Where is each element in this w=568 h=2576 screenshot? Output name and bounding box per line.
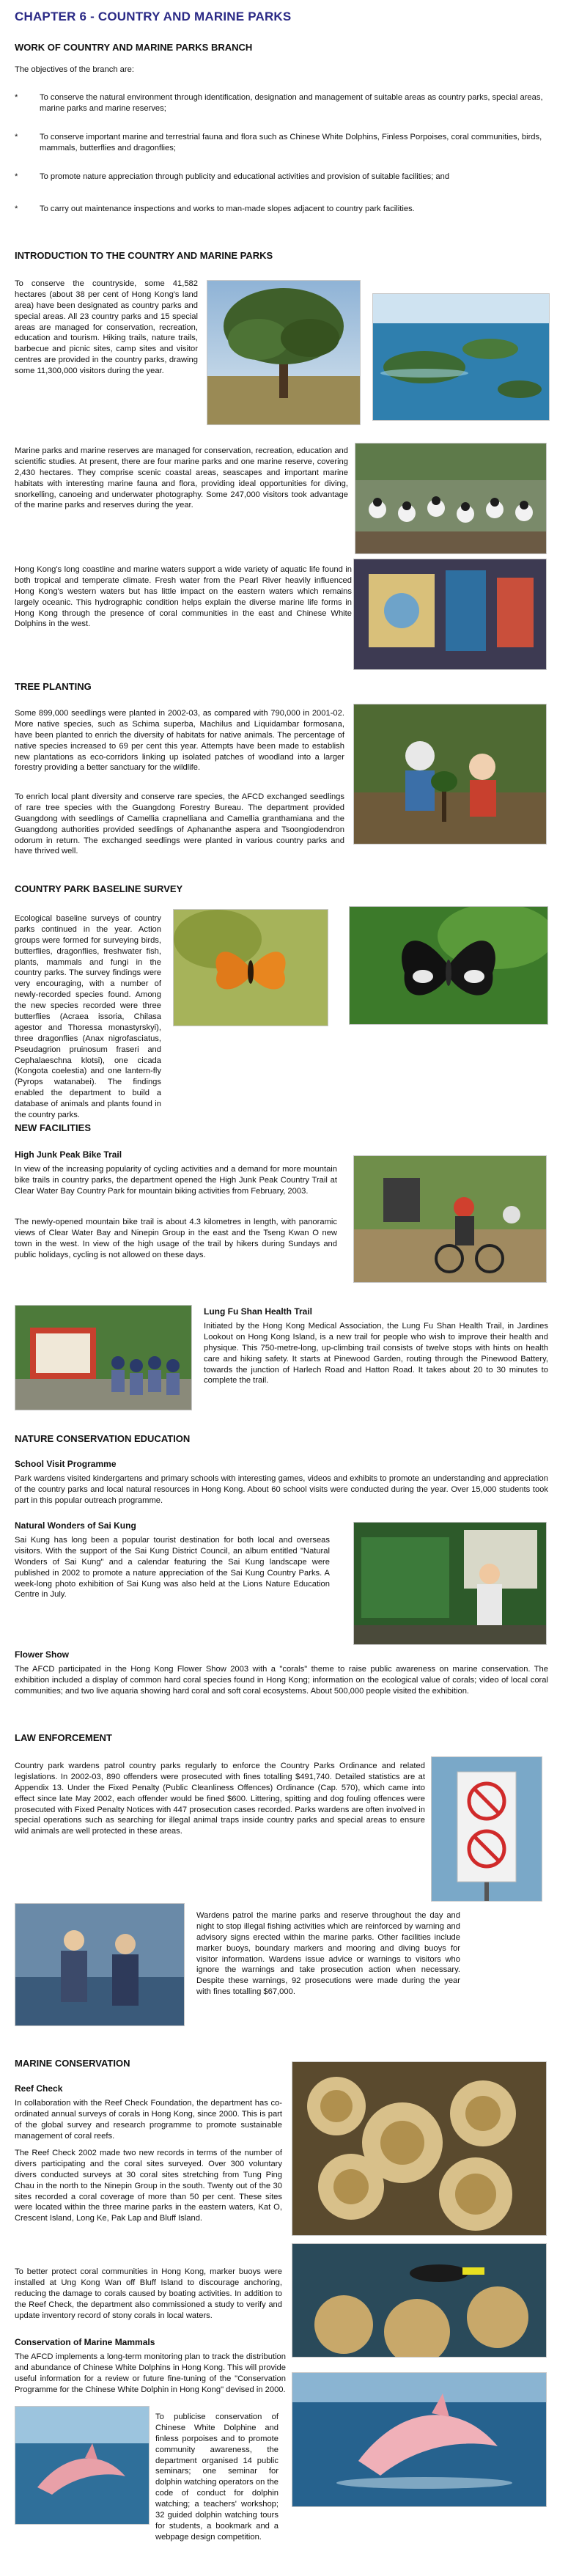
no-fishing-sign-photo	[431, 1756, 542, 1902]
seminar-audience-photo	[355, 443, 547, 554]
facilities-heading: NEW FACILITIES	[15, 1122, 91, 1133]
tree-heading: TREE PLANTING	[15, 681, 92, 692]
school-visit-paragraph: Park wardens visited kindergartens and primary schools with interesting games, videos and exhibits to promote an understanding and appreciation of the country parks and local natural resources in Hong Kong. About 60 school visits were conducted during the year. Over 15,000 students took part in this popular outreach programme.	[15, 1474, 548, 1505]
flower-show-paragraph: The AFCD participated in the Hong Kong Flower Show 2003 with a "corals" theme to raise public awareness on marine conservation. The exhibition included a display of common hard coral species found in Hong Kong; information on the ecological value of corals; video of local coral communities; and two live aquaria showing hard coral and soft coral ecosystems. About 500,000 people visited the exhibition.	[15, 1665, 548, 1696]
islands-aerial-photo	[372, 293, 550, 421]
objective-text: To conserve important marine and terrestrial fauna and flora such as Chinese White Dolphins, Finless Porpoises, coral communities, birds, mammals, butterflies and dragonflies;	[40, 133, 542, 152]
law-paragraph: Wardens patrol the marine parks and reserve throughout the day and night to stop illegal fishing activities which are reinforced by warning and advisory signs erected within the marine parks. Other facilities include marker buoys, boundary markers and mooring and diving buoys for visitor information. Wardens issue advice or warnings to visitors who ignore the warnings and take prosecution action when necessary. Despite these warnings, 92 prosecutions were made during the year with fines totalling $67,000.	[196, 1911, 460, 1997]
marine-heading: MARINE CONSERVATION	[15, 2058, 130, 2069]
intro-heading: INTRODUCTION TO THE COUNTRY AND MARINE PARKS	[15, 250, 273, 261]
health-trail-paragraph: Initiated by the Hong Kong Medical Association, the Lung Fu Shan Health Trail, in Jardines Lookout on Hong Kong Island, is a new trail for people who wish to improve their health and physique. This 750-metre-long, up-climbing trail consists of twelve stops with hints on health care and hiking safety. It starts at Pinewood Garden, routing through the Pinewood Battery, towards the junction of Harlech Road and Hatton Road. It takes about 20 to 30 minutes to complete the trail.	[204, 1322, 548, 1385]
objective-text: To promote nature appreciation through publicity and educational activities and provision of suitable facilities; and	[40, 172, 450, 181]
health-trail-sign-photo	[15, 1305, 192, 1410]
baseline-heading: COUNTRY PARK BASELINE SURVEY	[15, 883, 183, 894]
education-heading: NATURE CONSERVATION EDUCATION	[15, 1433, 191, 1444]
diver-survey-photo	[292, 2243, 547, 2358]
butterfly-orange-photo	[173, 909, 328, 1026]
wardens-patrol-photo	[15, 1903, 185, 2026]
objective-item	[15, 92, 550, 114]
marine-mammals-paragraph: The AFCD implements a long-term monitoring plan to track the distribution and abundance of Chinese White Dolphins in Hong Kong. This will provide useful information for a review or future fine-tuning of the "Conservation Programme for the Chinese White Dolphin in Hong Kong" devised in 2000.	[15, 2352, 286, 2394]
baseline-paragraph	[15, 913, 161, 1121]
tree-planting-photo	[353, 704, 547, 844]
bullet-marker: *	[15, 205, 18, 213]
reef-check-paragraph: In collaboration with the Reef Check Foundation, the department has co-ordinated annual surveys of corals in Hong Kong, since 2000. This is part of the global survey and research programme to promote sustainable management of coral reefs.	[15, 2099, 282, 2141]
intro-paragraph: Marine parks and marine reserves are managed for conservation, recreation, education and scientific studies. At present, there are four marine parks and one marine reserve, covering 2,430 hectares. They comprise scenic coastal areas, seascapes and important marine habitats with interesting marine fauna and flora, providing ideal opportunities for diving, snorkelling, canoeing and underwater photography. Some 247,000 visitors took advantage of the marine parks and reserves during the year.	[15, 446, 348, 510]
saikung-heading: Natural Wonders of Sai Kung	[15, 1520, 136, 1531]
work-heading: WORK OF COUNTRY AND MARINE PARKS BRANCH	[15, 42, 253, 53]
bullet-marker: *	[15, 93, 18, 102]
marine-mammals-paragraph: To publicise conservation of Chinese White Dolphine and finless porpoises and to promote community awareness, the department organised 14 public seminars; one seminar for dolphin watching operators on the code of conduct for dolphin watching; a teachers' workshop; 32 guided dolphin watching tours for students, a bookmark and a webpage design competition.	[155, 2413, 279, 2542]
butterfly-black-photo	[349, 906, 548, 1025]
saikung-paragraph: Sai Kung has long been a popular tourist destination for both local and overseas visitors. With the support of the Sai Kung District Council, an album entitled "Natural Wonders of Sai Kung" and a calendar featuring the Sai Kung landscape were published in 2002 to promote a nature appreciation of the Sai Kung Country Parks. A week-long photo exhibition of Sai Kung was also held at the Lions Nature Education Centre in July.	[15, 1536, 330, 1600]
flower-show-heading: Flower Show	[15, 1649, 70, 1660]
chapter-title: CHAPTER 6 - COUNTRY AND MARINE PARKS	[15, 10, 292, 23]
coral-reef-photo	[292, 2061, 547, 2236]
school-visit-heading: School Visit Programme	[15, 1459, 117, 1469]
exhibition-display-photo	[353, 559, 547, 670]
bike-trail-photo	[353, 1155, 547, 1283]
bullet-marker: *	[15, 133, 18, 141]
tree-landscape-photo	[207, 280, 361, 425]
objectives-intro: The objectives of the branch are:	[15, 65, 134, 74]
bullet-marker: *	[15, 172, 18, 181]
intro-paragraph: To conserve the countryside, some 41,582 hectares (about 38 per cent of Hong Kong's land area) have been designated as country parks and special areas. All 23 country parks and 15 special areas are managed for conservation, recreation, education and tourism. Hiking trails, nature trails, barbecue and picnic sites, camp sites and visitor centres are provided in the country parks, drawing some 11,300,000 visitors during the year.	[15, 279, 198, 376]
objective-item	[15, 172, 550, 183]
dolphin-photo-2	[292, 2372, 547, 2507]
bike-trail-heading: High Junk Peak Bike Trail	[15, 1149, 122, 1160]
bike-trail-paragraph: The newly-opened mountain bike trail is about 4.3 kilometres in length, with panoramic views of Clear Water Bay and Ninepin Group in the east and the Tseng Kwan O new town in the west. In view of the high usage of the trail by hikers during Sundays and public holidays, cycling is not allowed on these days.	[15, 1218, 337, 1259]
tree-paragraph: Some 899,000 seedlings were planted in 2002-03, as compared with 790,000 in 2001-02. More native species, such as Schima superba, Machilus and Liquidambar formosana, have been planted to enrich the diversity of habitats for native animals. The percentage of native species increased to 69 per cent this year. Attempts have been made to establish new plantations as eco-corridors linking up isolated patches of woodland into a larger forestry providing a better sanctuary for the wildlife.	[15, 709, 344, 773]
objective-item	[15, 132, 550, 154]
health-trail-heading: Lung Fu Shan Health Trail	[204, 1306, 313, 1317]
dolphin-photo-1	[15, 2406, 150, 2525]
reef-check-paragraph: To better protect coral communities in Hong Kong, marker buoys were installed at Ung Kong Wan off Bluff Island to discourage anchoring, reducing the damage to corals caused by boating activities. In addition to the Reef Check, the department also commissioned a study to verify and update inventory record of stony corals in local waters.	[15, 2267, 282, 2320]
objective-text: To carry out maintenance inspections and works to man-made slopes adjacent to country park facilities.	[40, 205, 415, 213]
baseline-text: Ecological baseline surveys of country parks continued in the year. Action groups were formed for surveying birds, butterflies, dragonflies, freshwater fish, plants, mammals and fungi in the country parks. The survey findings were very encouraging, with a number of newly-recorded species found. Among the new species recorded were three butterflies (Acraea issoria, Chilasa agestor and Thoressa monastyrskyi), three dragonflies (Anax nigrofasciatus, Pseudagrion pruinosum fraseri and Cephalaeschna klotsi), one cicada (Kongota coelestia) and one lantern-fly (Pyrops watanabei). The findings enabled the department to build a database of animals and plants found in the country parks.	[15, 914, 161, 1120]
law-heading: LAW ENFORCEMENT	[15, 1732, 112, 1743]
law-paragraph: Country park wardens patrol country parks regularly to enforce the Country Parks Ordinance and related legislations. In 2002-03, 890 offenders were prosecuted with fines totalling $491,740. Detailed statistics are at Appendix 13. Under the Fixed Penalty (Public Cleanliness Offences) Ordinance (Cap. 570), which came into effect since late May 2002, each offender would be fined $600. Littering, spitting and dog fouling offences were prosecuted with Fixed Penalty Notices with 447 prosecution cases recorded. Parks wardens are often involved in special operations such as searching for illegal animal traps inside country parks and special areas to ensure wild animals are well protected in these areas.	[15, 1762, 425, 1836]
reef-check-heading: Reef Check	[15, 2083, 63, 2094]
reef-check-paragraph: The Reef Check 2002 made two new records in terms of the number of divers participating and the coral sites surveyed. Over 300 voluntary divers conducted surveys at 30 coral sites stretching from Tung Ping Chau in the north to the Ninepin Group in the south. Twenty out of the 30 sites recorded a coral coverage of more than 50 per cent. These sites were located within the three marine parks in the eastern waters, Kat O, Crescent Island, Long Ke, Pak Lap and Bluff Island.	[15, 2149, 282, 2223]
speaker-exhibition-photo	[353, 1522, 547, 1645]
tree-paragraph: To enrich local plant diversity and conserve rare species, the AFCD exchanged seedlings of rare tree species with the Guangdong Forestry Bureau. The department provided Guangdong with seedlings of Camellia crapnelliana and Camellia granthamiana and the Guangdong authorities provided seedlings of Aphananthe aspera and Tsoongiodendron odorum in return. The exchanged seedlings were planted in various country parks and have thrived well.	[15, 792, 344, 856]
bike-trail-paragraph: In view of the increasing popularity of cycling activities and a demand for more mountain bike trails in country parks, the department opened the High Junk Peak Country Trail at Clear Water Bay Country Park for mountain biking activities from February, 2003.	[15, 1165, 337, 1196]
objective-item	[15, 204, 550, 215]
objective-text: To conserve the natural environment through identification, designation and management of suitable areas as country parks, special areas, marine parks and marine reserves;	[40, 93, 543, 113]
marine-mammals-heading: Conservation of Marine Mammals	[15, 2337, 155, 2347]
intro-paragraph: Hong Kong's long coastline and marine waters support a wide variety of aquatic life found in both tropical and temperate climate. Fresh water from the Pearl River heavily influenced Hong Kong's western waters but has little impact on the eastern waters which remains largely oceanic. This hydrographic condition helps explain the diverse marine life forms in Hong Kong through the presence of coral communities in the east and Chinese White Dolphins in the west.	[15, 565, 352, 629]
